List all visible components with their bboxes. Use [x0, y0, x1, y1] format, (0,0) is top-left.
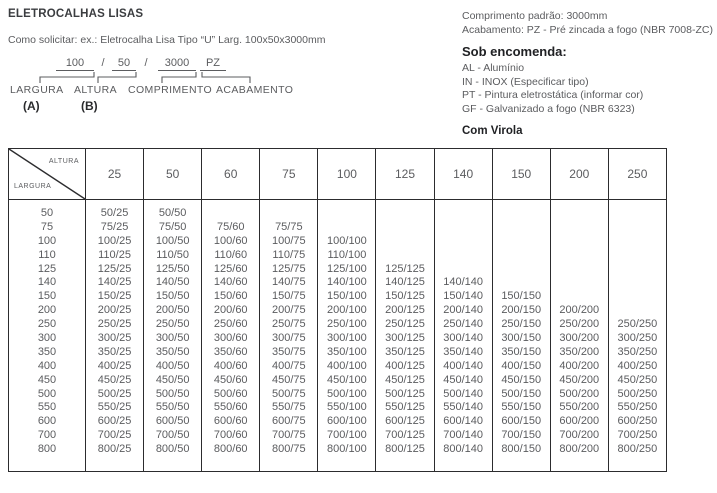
size-cell: 100/50 — [155, 234, 190, 247]
size-cell — [260, 207, 317, 221]
column-header-75: 75 — [259, 149, 317, 199]
data-column-140 — [434, 200, 492, 472]
row-header-200: 200 — [37, 304, 57, 317]
size-cell: 400/140 — [443, 359, 483, 372]
size-cell: 110/60 — [214, 248, 248, 261]
size-cell: 140/125 — [385, 276, 425, 289]
size-cell: 500/50 — [155, 387, 190, 400]
column-header-150: 150 — [492, 149, 550, 199]
size-cell: 75/50 — [158, 220, 187, 233]
size-cell: 140/75 — [272, 276, 306, 289]
size-cell: 100/60 — [213, 234, 248, 247]
row-header-140: 140 — [37, 276, 57, 289]
size-cell: 550/25 — [97, 401, 132, 414]
size-cell: 125/60 — [213, 262, 248, 275]
how-to-order-line: Como solicitar: ex.: Eletrocalha Lisa Tipo “U” Larg. 100x50x3000mm — [8, 34, 326, 46]
column-header-50: 50 — [143, 149, 201, 199]
size-cell — [609, 304, 666, 318]
size-cell: 200/125 — [385, 304, 425, 317]
size-cell — [609, 290, 666, 304]
largura-ref-a: (A) — [23, 99, 40, 113]
size-cell: 110/100 — [327, 248, 367, 261]
size-cell: 400/250 — [617, 359, 658, 372]
size-cell: 350/150 — [501, 345, 542, 358]
data-column-150 — [492, 200, 550, 472]
size-cell: 300/250 — [617, 332, 658, 345]
size-cell: 400/150 — [501, 359, 542, 372]
order-code-diagram — [10, 56, 302, 124]
size-cell: 550/60 — [213, 401, 248, 414]
size-cell — [318, 207, 375, 221]
size-cell — [551, 207, 608, 221]
size-cell — [435, 221, 492, 235]
size-cell: 50/25 — [100, 207, 129, 219]
row-header-500: 500 — [37, 387, 57, 400]
largura-value: 100 — [56, 56, 94, 71]
size-cell: 450/150 — [501, 373, 542, 386]
size-cell — [376, 249, 433, 263]
size-cell: 550/100 — [327, 401, 367, 414]
size-cell: 200/50 — [155, 304, 190, 317]
size-cell: 200/25 — [97, 304, 132, 317]
size-cell: 500/25 — [97, 387, 132, 400]
data-column-50 — [143, 200, 201, 472]
size-cell: 600/50 — [155, 415, 190, 428]
table-corner-cell — [9, 149, 85, 199]
size-cell: 450/125 — [385, 373, 425, 386]
size-cell — [376, 235, 433, 249]
size-cell: 800/25 — [97, 443, 132, 456]
size-cell: 450/200 — [559, 373, 600, 386]
row-header-150: 150 — [37, 290, 57, 303]
size-cell: 450/25 — [97, 373, 132, 386]
size-cell — [493, 263, 550, 277]
data-column-100 — [317, 200, 375, 472]
size-cell: 600/125 — [385, 415, 425, 428]
largura-axis-label: LARGURA — [14, 183, 52, 190]
size-cell — [551, 235, 608, 249]
size-cell: 300/25 — [97, 332, 132, 345]
size-cell: 75/25 — [100, 220, 129, 233]
on-request-item-in: IN - INOX (Especificar tipo) — [462, 75, 589, 88]
size-cell: 110/50 — [156, 248, 190, 261]
size-cell — [435, 207, 492, 221]
size-cell — [493, 235, 550, 249]
size-cell: 500/150 — [501, 387, 542, 400]
size-cell: 600/140 — [443, 415, 483, 428]
size-cell — [609, 221, 666, 235]
size-cell — [609, 263, 666, 277]
row-header-400: 400 — [37, 359, 57, 372]
size-cell: 140/50 — [155, 276, 190, 289]
size-cell: 700/150 — [501, 429, 542, 442]
finish-info-panel — [462, 9, 714, 137]
com-virola-heading: Com Virola — [462, 125, 523, 137]
size-cell: 600/25 — [97, 415, 132, 428]
size-cell — [493, 207, 550, 221]
row-header-800: 800 — [37, 443, 57, 456]
size-cell: 450/50 — [155, 373, 190, 386]
size-cell: 700/100 — [327, 429, 367, 442]
size-cell: 125/75 — [272, 262, 306, 275]
altura-value: 50 — [112, 56, 136, 71]
on-request-heading: Sob encomenda: — [462, 44, 567, 59]
size-cell: 350/250 — [617, 345, 658, 358]
size-cell: 500/250 — [617, 387, 658, 400]
size-cell: 300/75 — [272, 332, 306, 345]
size-cell: 300/60 — [213, 332, 248, 345]
size-cell: 200/75 — [272, 304, 306, 317]
size-cell: 550/140 — [443, 401, 483, 414]
data-column-60 — [201, 200, 259, 472]
diagonal-divider — [9, 149, 85, 199]
altura-axis-label: ALTURA — [48, 158, 79, 165]
size-cell — [609, 249, 666, 263]
connector-lines — [10, 71, 302, 84]
size-cell: 250/100 — [327, 318, 367, 331]
standard-length-line: Comprimento padrão: 3000mm — [462, 10, 608, 22]
size-cell: 110/75 — [272, 248, 306, 261]
size-cell — [493, 276, 550, 290]
size-cell: 350/60 — [213, 345, 248, 358]
size-cell: 700/75 — [272, 429, 306, 442]
size-cell: 140/60 — [213, 276, 248, 289]
size-cell: 350/100 — [327, 345, 367, 358]
size-cell: 140/140 — [443, 276, 483, 289]
largura-label: LARGURA — [10, 84, 64, 96]
size-cell: 450/75 — [272, 373, 306, 386]
size-cell: 500/200 — [559, 387, 600, 400]
size-cell — [435, 235, 492, 249]
size-cell: 350/25 — [97, 345, 132, 358]
column-header-25: 25 — [85, 149, 143, 199]
size-cell: 350/125 — [385, 345, 425, 358]
size-cell: 75/60 — [216, 220, 245, 233]
size-cell: 500/60 — [213, 387, 248, 400]
slash-separator: / — [101, 57, 105, 69]
size-cell: 800/150 — [501, 443, 542, 456]
on-request-item-gf: GF - Galvanizado a fogo (NBR 6323) — [462, 102, 635, 115]
size-cell: 500/75 — [272, 387, 306, 400]
row-header-column — [9, 200, 85, 472]
row-header-450: 450 — [37, 373, 57, 386]
column-header-60: 60 — [201, 149, 259, 199]
size-cell: 800/50 — [155, 443, 190, 456]
size-cell: 450/60 — [213, 373, 248, 386]
size-cell: 400/25 — [97, 359, 132, 372]
size-cell: 200/200 — [559, 304, 600, 317]
size-cell: 110/25 — [98, 248, 131, 261]
size-cell: 300/140 — [443, 332, 483, 345]
size-cell: 700/50 — [155, 429, 190, 442]
comprimento-label: COMPRIMENTO — [128, 84, 213, 96]
size-cell: 150/25 — [97, 290, 132, 303]
size-cell: 500/100 — [327, 387, 367, 400]
size-cell: 150/100 — [327, 290, 367, 303]
table-header-row — [9, 149, 666, 200]
row-header-700: 700 — [37, 429, 57, 442]
size-cell: 250/60 — [213, 318, 248, 331]
size-cell — [609, 235, 666, 249]
acabamento-label: ACABAMENTO — [216, 84, 294, 96]
size-cell — [318, 221, 375, 235]
size-cell: 200/100 — [327, 304, 367, 317]
row-header-100: 100 — [37, 234, 57, 247]
size-cell: 350/140 — [443, 345, 483, 358]
size-cell: 75/75 — [275, 220, 303, 233]
size-cell: 700/140 — [443, 429, 483, 442]
size-cell — [376, 207, 433, 221]
column-header-100: 100 — [317, 149, 375, 199]
slash-separator: / — [144, 57, 148, 69]
size-cell: 600/150 — [501, 415, 542, 428]
size-cell: 800/100 — [327, 443, 367, 456]
size-cell: 100/100 — [327, 234, 367, 247]
column-header-140: 140 — [434, 149, 492, 199]
size-cell: 450/100 — [327, 373, 367, 386]
size-cell: 450/140 — [443, 373, 483, 386]
data-column-200 — [550, 200, 608, 472]
size-cell: 600/250 — [617, 415, 658, 428]
size-cell: 550/200 — [559, 401, 600, 414]
row-header-300: 300 — [37, 332, 57, 345]
size-cell: 450/250 — [617, 373, 658, 386]
size-cell: 250/250 — [617, 318, 658, 331]
size-cell — [609, 276, 666, 290]
row-header-550: 550 — [37, 401, 57, 414]
size-cell: 350/50 — [155, 345, 190, 358]
size-cell: 200/140 — [443, 304, 483, 317]
size-cell: 300/50 — [155, 332, 190, 345]
size-cell: 250/25 — [97, 318, 132, 331]
size-cell: 150/140 — [443, 290, 483, 303]
size-cell: 550/50 — [155, 401, 190, 414]
on-request-item-al: AL - Alumínio — [462, 62, 525, 74]
size-cell: 700/60 — [213, 429, 248, 442]
size-cell — [551, 276, 608, 290]
size-cell: 100/75 — [272, 234, 306, 247]
size-cell: 400/75 — [272, 359, 306, 372]
size-cell: 125/100 — [327, 262, 367, 275]
acabamento-value: PZ — [200, 56, 226, 71]
size-cell: 150/75 — [272, 290, 306, 303]
data-column-75 — [259, 200, 317, 472]
size-cell: 800/60 — [213, 443, 248, 456]
row-header-250: 250 — [37, 318, 57, 331]
table-body — [9, 200, 666, 472]
size-cell: 600/100 — [327, 415, 367, 428]
size-cell: 100/25 — [97, 234, 132, 247]
size-cell — [493, 221, 550, 235]
size-cell: 700/25 — [97, 429, 132, 442]
size-cell: 150/50 — [155, 290, 190, 303]
size-cell: 250/50 — [155, 318, 190, 331]
data-column-250 — [608, 200, 666, 472]
size-cell: 300/100 — [327, 332, 367, 345]
size-cell: 600/60 — [213, 415, 248, 428]
column-header-125: 125 — [375, 149, 433, 199]
size-cell: 150/125 — [385, 290, 425, 303]
size-cell: 350/75 — [272, 345, 306, 358]
column-header-200: 200 — [550, 149, 608, 199]
finish-line: Acabamento: PZ - Pré zincada a fogo (NBR 7008-ZC) — [462, 24, 713, 36]
size-cell: 250/200 — [559, 318, 600, 331]
size-cell: 800/75 — [272, 443, 306, 456]
size-cell: 600/75 — [272, 415, 306, 428]
size-cell: 700/200 — [559, 429, 600, 442]
size-cell: 800/200 — [559, 443, 600, 456]
size-cell: 700/125 — [385, 429, 425, 442]
altura-ref-b: (B) — [81, 99, 98, 113]
size-cell: 500/140 — [443, 387, 483, 400]
size-cell: 125/125 — [385, 262, 425, 275]
size-cell: 125/50 — [155, 262, 190, 275]
size-cell: 125/25 — [97, 262, 132, 275]
size-cell: 140/25 — [97, 276, 132, 289]
size-cell: 350/200 — [559, 345, 600, 358]
size-cell — [376, 221, 433, 235]
size-cell: 200/60 — [213, 304, 248, 317]
row-header-350: 350 — [37, 345, 57, 358]
size-cell: 250/140 — [443, 318, 483, 331]
on-request-item-pt: PT - Pintura eletrostática (informar cor) — [462, 89, 644, 101]
size-cell: 150/60 — [213, 290, 248, 303]
size-cell: 400/200 — [559, 359, 600, 372]
dimensions-table — [8, 148, 667, 472]
row-header-600: 600 — [37, 415, 57, 428]
size-cell: 550/125 — [385, 401, 425, 414]
size-cell: 600/200 — [559, 415, 600, 428]
size-cell: 800/250 — [617, 443, 658, 456]
size-cell: 550/150 — [501, 401, 542, 414]
size-cell: 400/60 — [213, 359, 248, 372]
comprimento-value: 3000 — [158, 56, 196, 71]
size-cell — [435, 263, 492, 277]
row-header-50: 50 — [40, 207, 54, 219]
size-cell: 500/125 — [385, 387, 425, 400]
size-cell: 550/250 — [617, 401, 658, 414]
size-cell: 700/250 — [617, 429, 658, 442]
column-header-250: 250 — [608, 149, 666, 199]
data-column-125 — [375, 200, 433, 472]
size-cell: 300/150 — [501, 332, 542, 345]
altura-label: ALTURA — [74, 84, 118, 96]
data-column-25 — [85, 200, 143, 472]
size-cell — [493, 249, 550, 263]
size-cell: 300/200 — [559, 332, 600, 345]
size-cell: 250/75 — [272, 318, 306, 331]
row-header-125: 125 — [37, 262, 57, 275]
size-cell: 800/125 — [385, 443, 425, 456]
row-header-75: 75 — [40, 220, 54, 233]
size-cell: 250/125 — [385, 318, 425, 331]
page-title: ELETROCALHAS LISAS — [8, 8, 144, 20]
size-cell — [435, 249, 492, 263]
size-cell: 250/150 — [501, 318, 542, 331]
size-cell: 400/125 — [385, 359, 425, 372]
size-cell — [609, 207, 666, 221]
size-cell: 150/150 — [501, 290, 542, 303]
size-cell: 400/100 — [327, 359, 367, 372]
size-cell: 800/140 — [443, 443, 483, 456]
size-cell — [551, 221, 608, 235]
row-header-110: 110 — [38, 248, 56, 261]
size-cell — [202, 207, 259, 221]
size-cell: 200/150 — [501, 304, 542, 317]
size-cell — [551, 249, 608, 263]
size-cell — [551, 263, 608, 277]
size-cell: 400/50 — [155, 359, 190, 372]
size-cell: 550/75 — [272, 401, 306, 414]
size-cell: 300/125 — [385, 332, 425, 345]
size-cell: 140/100 — [327, 276, 367, 289]
size-cell: 50/50 — [158, 207, 187, 219]
size-cell — [551, 290, 608, 304]
